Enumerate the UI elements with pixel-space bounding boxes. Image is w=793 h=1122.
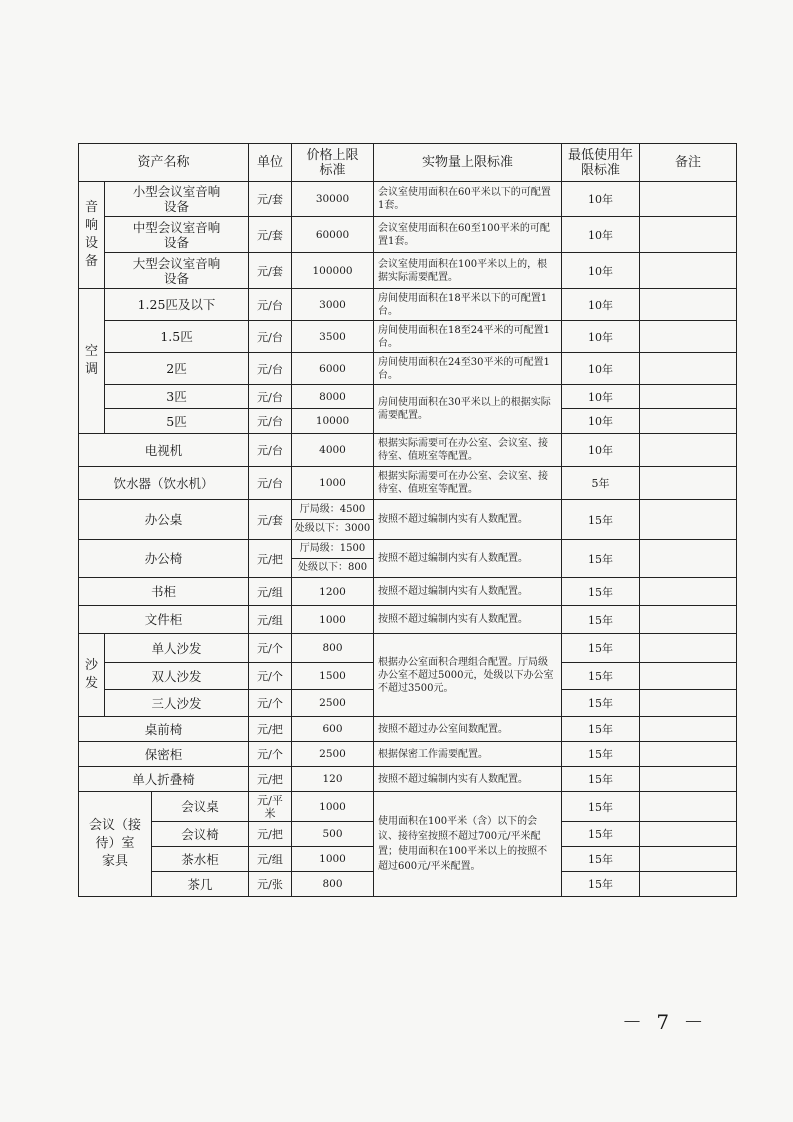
years-cell: 15年 [562, 792, 640, 822]
table-row [79, 767, 737, 792]
asset-name: 三人沙发 [105, 690, 249, 717]
years-cell: 10年 [562, 434, 640, 467]
price-cell: 60000 [292, 217, 374, 253]
unit-cell: 元/台 [249, 434, 292, 467]
price-cell: 6000 [292, 353, 374, 385]
price-cell: 1000 [292, 792, 374, 822]
years-cell: 10年 [562, 321, 640, 353]
asset-name: 书柜 [79, 578, 249, 606]
unit-cell: 元/套 [249, 182, 292, 217]
asset-name: 中型会议室音响设备 [105, 217, 249, 253]
header-asset-name: 资产名称 [79, 144, 249, 182]
standard-cell: 根据办公室面积合理组合配置。厅局级办公室不超过5000元，处级以下办公室不超过3500元。 [374, 634, 562, 717]
table-row [79, 385, 737, 409]
years-cell: 10年 [562, 409, 640, 434]
standard-cell: 按照不超过办公室间数配置。 [374, 717, 562, 742]
price-cell: 1000 [292, 606, 374, 634]
remark-cell [640, 822, 737, 847]
header-unit: 单位 [249, 144, 292, 182]
asset-name: 桌前椅 [79, 717, 249, 742]
unit-cell: 元/把 [249, 717, 292, 742]
asset-name: 3匹 [105, 385, 249, 409]
unit-cell: 元/组 [249, 578, 292, 606]
asset-name: 2匹 [105, 353, 249, 385]
asset-name: 茶几 [152, 872, 249, 897]
standard-cell: 根据保密工作需要配置。 [374, 742, 562, 767]
years-cell: 10年 [562, 253, 640, 289]
standard-cell: 按照不超过编制内实有人数配置。 [374, 578, 562, 606]
years-cell: 15年 [562, 663, 640, 690]
asset-name: 1.25匹及以下 [105, 289, 249, 321]
price-cell: 1500 [292, 663, 374, 690]
unit-cell: 元/台 [249, 467, 292, 500]
price-cell: 10000 [292, 409, 374, 434]
price-tier-division: 处级以下：3000 [292, 519, 373, 538]
unit-cell: 元/组 [249, 847, 292, 872]
table-row [79, 253, 737, 289]
unit-cell: 元/个 [249, 663, 292, 690]
years-cell: 15年 [562, 822, 640, 847]
years-cell: 5年 [562, 467, 640, 500]
remark-cell [640, 606, 737, 634]
standard-cell: 房间使用面积在30平米以上的根据实际需要配置。 [374, 385, 562, 434]
remark-cell [640, 717, 737, 742]
asset-name: 茶水柜 [152, 847, 249, 872]
standard-cell: 房间使用面积在18平米以下的可配置1台。 [374, 289, 562, 321]
asset-name: 电视机 [79, 434, 249, 467]
remark-cell [640, 872, 737, 897]
asset-name: 会议椅 [152, 822, 249, 847]
asset-name: 办公桌 [79, 500, 249, 540]
remark-cell [640, 767, 737, 792]
unit-cell: 元/组 [249, 606, 292, 634]
header-years: 最低使用年限标准 [562, 144, 640, 182]
standard-cell: 根据实际需要可在办公室、会议室、接待室、值班室等配置。 [374, 434, 562, 467]
unit-cell: 元/台 [249, 385, 292, 409]
price-cell: 4000 [292, 434, 374, 467]
header-remark: 备注 [640, 144, 737, 182]
remark-cell [640, 253, 737, 289]
table-row [79, 742, 737, 767]
remark-cell [640, 634, 737, 663]
years-cell: 15年 [562, 717, 640, 742]
remark-cell [640, 409, 737, 434]
table-row [79, 540, 737, 578]
unit-cell: 元/平米 [249, 792, 292, 822]
remark-cell [640, 742, 737, 767]
remark-cell [640, 289, 737, 321]
unit-cell: 元/把 [249, 540, 292, 578]
price-cell: 1200 [292, 578, 374, 606]
years-cell: 10年 [562, 385, 640, 409]
category-ac: 空 调 [79, 289, 105, 434]
standard-cell: 按照不超过编制内实有人数配置。 [374, 767, 562, 792]
price-cell: 1000 [292, 467, 374, 500]
unit-cell: 元/台 [249, 353, 292, 385]
remark-cell [640, 847, 737, 872]
price-cell [292, 500, 374, 540]
asset-name: 会议桌 [152, 792, 249, 822]
standard-cell: 按照不超过编制内实有人数配置。 [374, 500, 562, 540]
table-row [79, 634, 737, 663]
category-audio: 音 响 设 备 [79, 182, 105, 289]
price-cell: 100000 [292, 253, 374, 289]
table-row [79, 578, 737, 606]
asset-name: 双人沙发 [105, 663, 249, 690]
standard-cell: 会议室使用面积在100平米以上的，根据实际需要配置。 [374, 253, 562, 289]
unit-cell: 元/张 [249, 872, 292, 897]
price-tier-bureau: 厅局级：1500 [299, 543, 366, 554]
unit-cell: 元/个 [249, 690, 292, 717]
unit-cell: 元/台 [249, 321, 292, 353]
category-meeting-room: 会议（接 待）室 家具 [79, 792, 152, 897]
remark-cell [640, 663, 737, 690]
unit-cell: 元/把 [249, 767, 292, 792]
table-row [79, 792, 737, 822]
header-price: 价格上限标准 [292, 144, 374, 182]
table-row [79, 434, 737, 467]
price-cell: 3000 [292, 289, 374, 321]
asset-name: 办公椅 [79, 540, 249, 578]
standard-cell: 按照不超过编制内实有人数配置。 [374, 540, 562, 578]
table-row [79, 467, 737, 500]
table-row [79, 500, 737, 540]
years-cell: 15年 [562, 540, 640, 578]
page-number: － 7 － [622, 1010, 708, 1034]
remark-cell [640, 353, 737, 385]
asset-name: 保密柜 [79, 742, 249, 767]
standard-cell: 按照不超过编制内实有人数配置。 [374, 606, 562, 634]
years-cell: 15年 [562, 847, 640, 872]
price-cell: 120 [292, 767, 374, 792]
years-cell: 10年 [562, 353, 640, 385]
standard-cell: 房间使用面积在24至30平米的可配置1台。 [374, 353, 562, 385]
asset-name: 文件柜 [79, 606, 249, 634]
remark-cell [640, 540, 737, 578]
table-row [79, 606, 737, 634]
asset-name: 饮水器（饮水机） [79, 467, 249, 500]
years-cell: 10年 [562, 289, 640, 321]
price-cell: 2500 [292, 742, 374, 767]
remark-cell [640, 434, 737, 467]
unit-cell: 元/台 [249, 289, 292, 321]
price-cell: 1000 [292, 847, 374, 872]
asset-name: 单人沙发 [105, 634, 249, 663]
years-cell: 10年 [562, 182, 640, 217]
table-row [79, 289, 737, 321]
years-cell: 15年 [562, 578, 640, 606]
price-cell: 800 [292, 634, 374, 663]
years-cell: 15年 [562, 742, 640, 767]
remark-cell [640, 321, 737, 353]
years-cell: 15年 [562, 767, 640, 792]
remark-cell [640, 385, 737, 409]
header-standard: 实物量上限标准 [374, 144, 562, 182]
unit-cell: 元/套 [249, 500, 292, 540]
header-row [79, 144, 737, 182]
table-row [79, 182, 737, 217]
standard-cell: 使用面积在100平米（含）以下的会议、接待室按照不超过700元/平米配置；使用面积在100平米以上的按照不超过600元/平米配置。 [374, 792, 562, 897]
unit-cell: 元/套 [249, 217, 292, 253]
asset-name: 单人折叠椅 [79, 767, 249, 792]
price-cell: 30000 [292, 182, 374, 217]
remark-cell [640, 217, 737, 253]
standard-cell: 会议室使用面积在60平米以下的可配置1套。 [374, 182, 562, 217]
price-cell: 3500 [292, 321, 374, 353]
years-cell: 15年 [562, 872, 640, 897]
unit-cell: 元/把 [249, 822, 292, 847]
years-cell: 15年 [562, 500, 640, 540]
unit-cell: 元/个 [249, 634, 292, 663]
price-cell: 2500 [292, 690, 374, 717]
price-cell: 800 [292, 872, 374, 897]
asset-standards-table [78, 143, 737, 897]
price-cell: 500 [292, 822, 374, 847]
price-cell: 600 [292, 717, 374, 742]
remark-cell [640, 578, 737, 606]
remark-cell [640, 500, 737, 540]
price-tier-division: 处级以下：800 [292, 558, 373, 577]
years-cell: 10年 [562, 217, 640, 253]
asset-name: 大型会议室音响设备 [105, 253, 249, 289]
asset-name: 1.5匹 [105, 321, 249, 353]
years-cell: 15年 [562, 690, 640, 717]
standard-cell: 根据实际需要可在办公室、会议室、接待室、值班室等配置。 [374, 467, 562, 500]
table-row [79, 717, 737, 742]
remark-cell [640, 690, 737, 717]
table-row [79, 353, 737, 385]
price-tier-bureau: 厅局级：4500 [299, 504, 366, 515]
category-sofa: 沙 发 [79, 634, 105, 717]
asset-name: 小型会议室音响设备 [105, 182, 249, 217]
price-cell: 8000 [292, 385, 374, 409]
remark-cell [640, 467, 737, 500]
years-cell: 15年 [562, 606, 640, 634]
table-row [79, 217, 737, 253]
standard-cell: 会议室使用面积在60至100平米的可配置1套。 [374, 217, 562, 253]
unit-cell: 元/台 [249, 409, 292, 434]
standard-cell: 房间使用面积在18至24平米的可配置1台。 [374, 321, 562, 353]
table-row [79, 321, 737, 353]
remark-cell [640, 182, 737, 217]
asset-name: 5匹 [105, 409, 249, 434]
years-cell: 15年 [562, 634, 640, 663]
unit-cell: 元/个 [249, 742, 292, 767]
unit-cell: 元/套 [249, 253, 292, 289]
remark-cell [640, 792, 737, 822]
price-cell [292, 540, 374, 578]
